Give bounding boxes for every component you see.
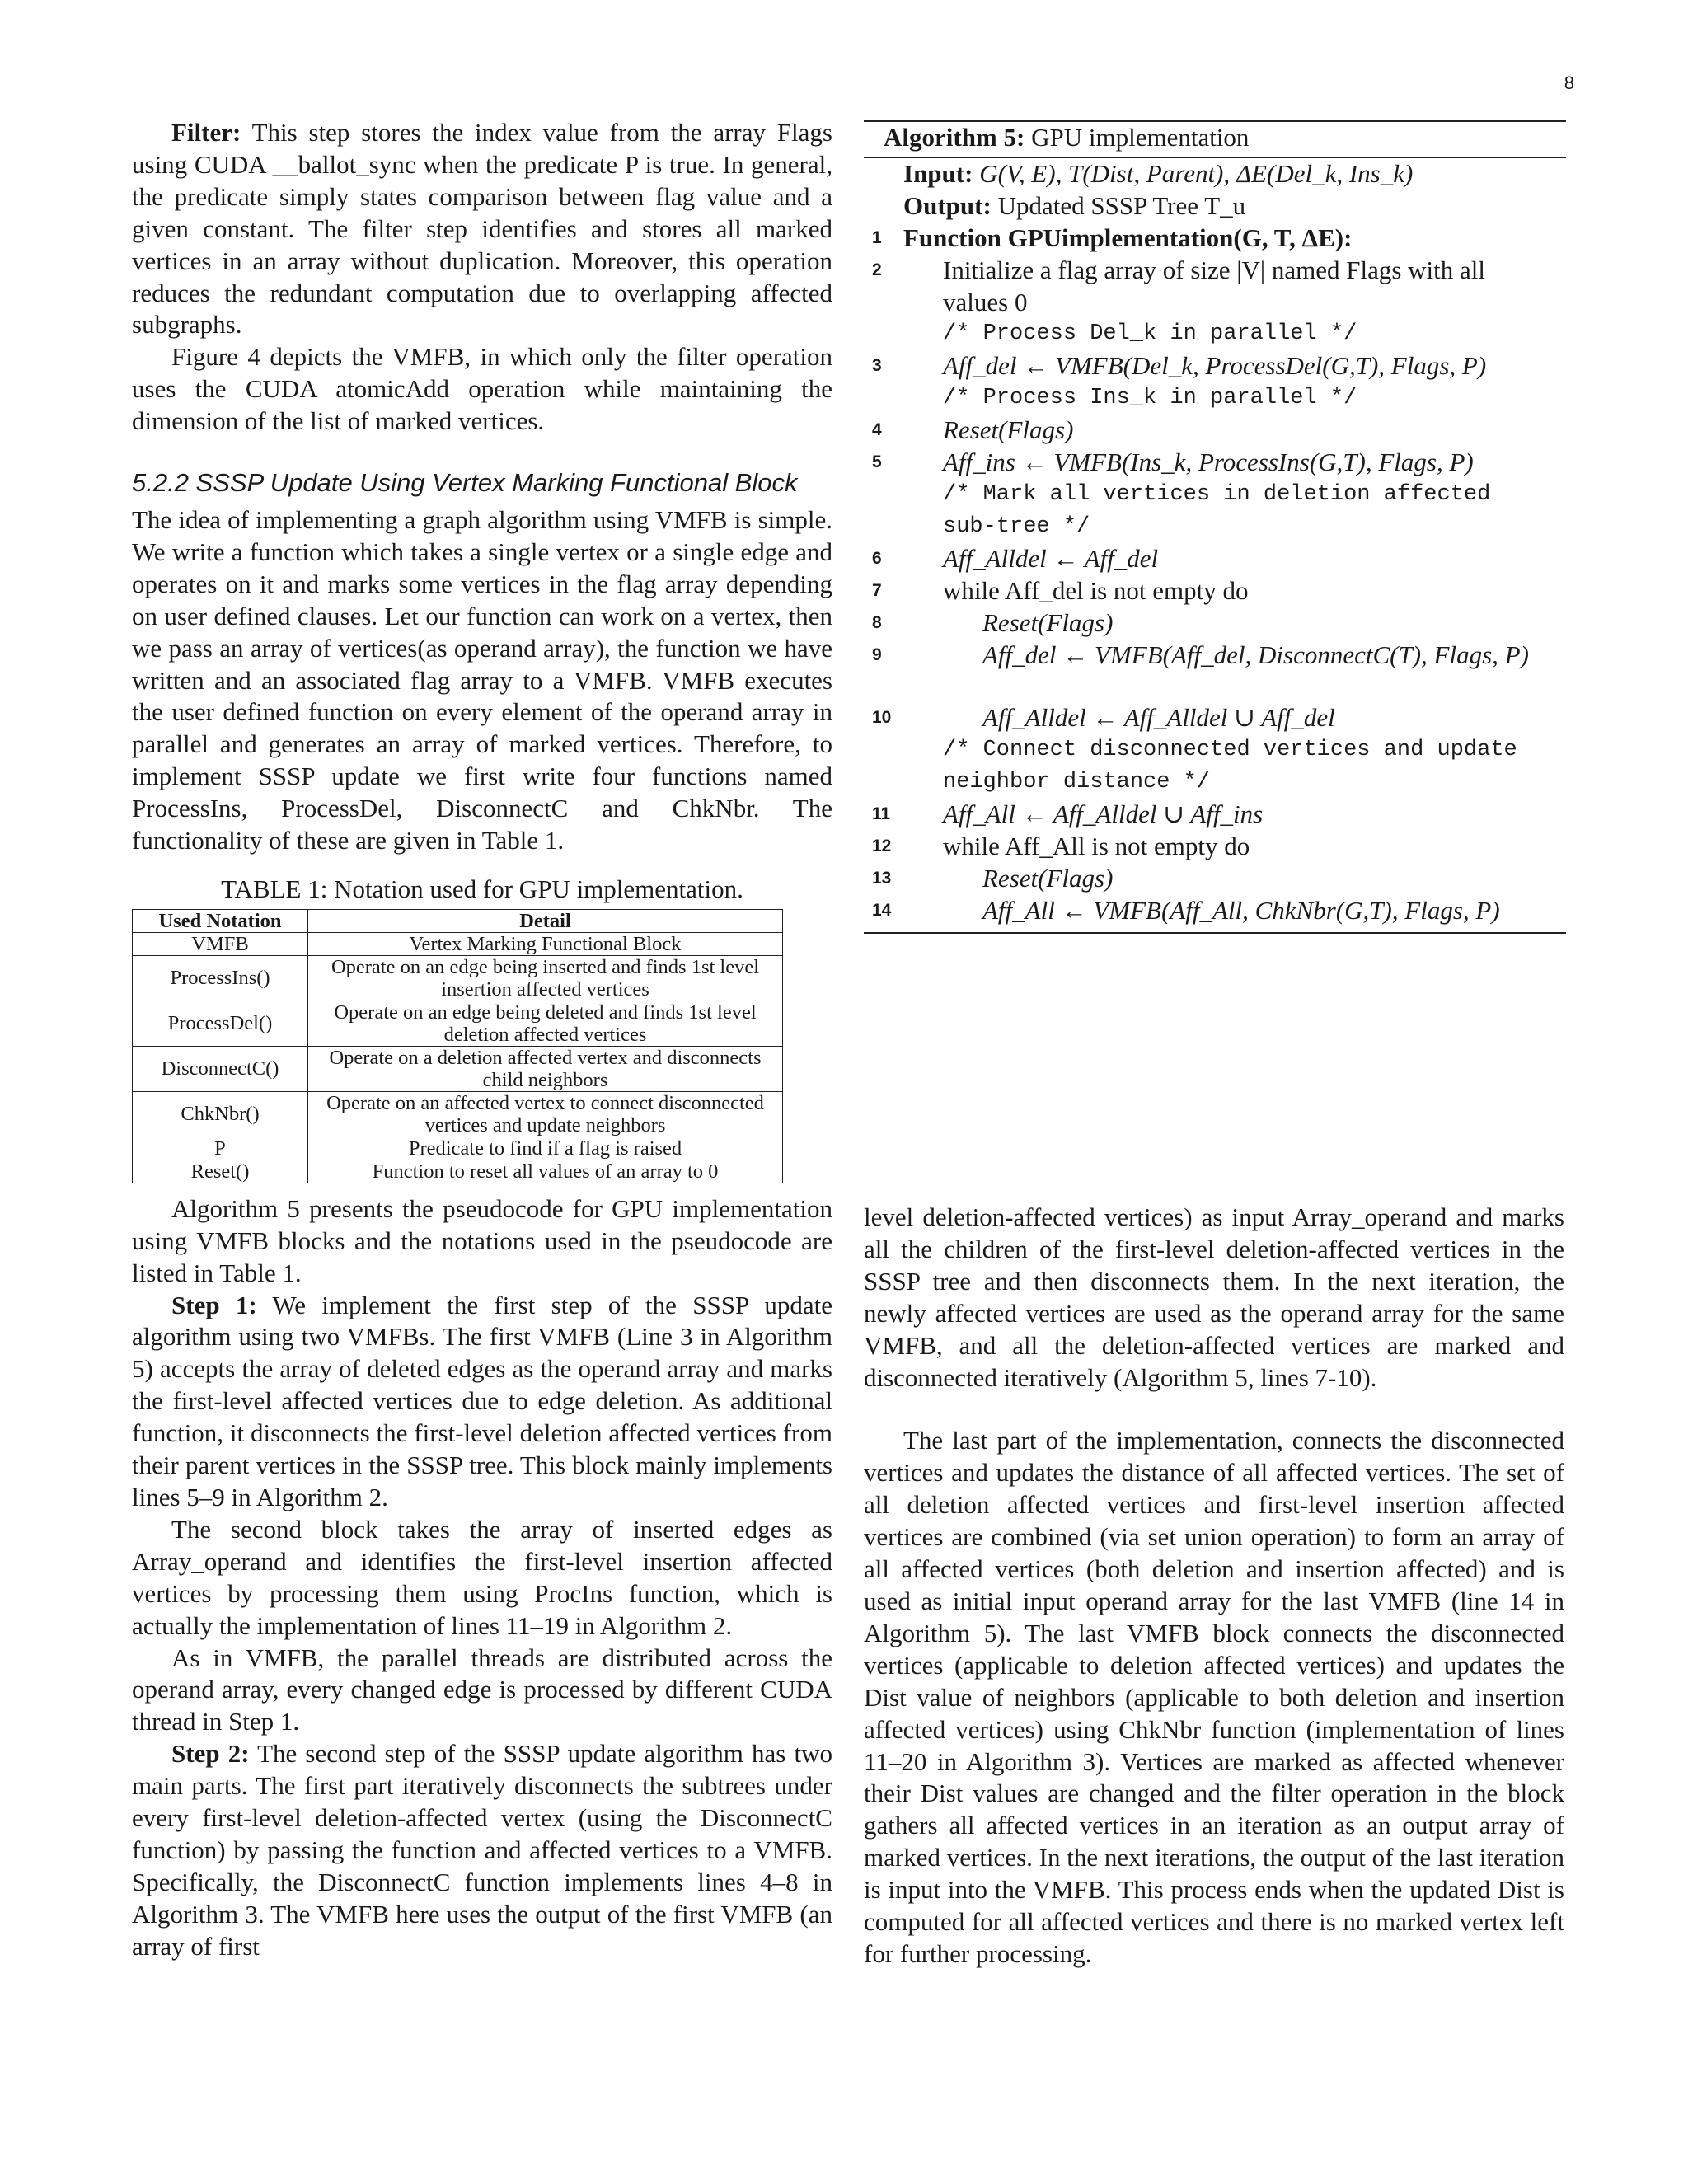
line-number: 10 (872, 708, 892, 728)
page-number: 8 (1564, 73, 1574, 93)
algorithm5-paragraph: Algorithm 5 presents the pseudocode for GPU implementation using VMFB blocks and the notations used in the pseudocode are listed in Table 1. (132, 1193, 832, 1287)
table-row (133, 1091, 783, 1137)
table-cell-detail: Operate on a deletion affected vertex and disconnects child neighbors (308, 1046, 783, 1091)
step2-label: Step 2: (171, 1739, 250, 1769)
algorithm-box (864, 120, 1566, 934)
table-cell-notation: ProcessDel() (133, 1001, 308, 1046)
table-cell-detail: Operate on an edge being deleted and finds 1st level deletion affected vertices (308, 1001, 783, 1046)
table-cell-detail: Predicate to find if a flag is raised (308, 1137, 783, 1160)
table-cell-notation: DisconnectC() (133, 1046, 308, 1091)
step2-paragraph (132, 1738, 832, 1962)
table-row (133, 932, 783, 955)
line-number: 1 (872, 227, 882, 247)
line-number: 4 (872, 420, 882, 440)
paragraph-gap (864, 1394, 1564, 1425)
algorithm-line (864, 607, 1566, 640)
step1-label: Step 1: (171, 1290, 257, 1319)
comment-text: /* Mark all vertices in deletion affected sub-tree */ (943, 481, 1491, 539)
line-text: Reset(Flags) (982, 607, 1114, 637)
section-paragraph: The idea of implementing a graph algorithm using VMFB is simple. We write a function which takes a single vertex or a single edge and operates on it and marks some vertices in the flag array depending on user defined clauses. Let our function can work on a vertex, then we pass an array of vertices(as operand array), the function we have written and an associated flag array to a VMFB. VMFB executes the user defined function on every element of the operand array in parallel and generates an array of marked vertices. Therefore, to implement SSSP update we first write four functions named ProcessIns, ProcessDel, DisconnectC and ChkNbr. The functionality of these are given in Table 1. (132, 504, 832, 855)
filter-text: This step stores the index value from the array Flags using CUDA __ballot_sync when the predicate P is true. In general, the predicate simply states comparison between flag value and a given constant. The filter step identifies and stores all marked vertices in an array without duplication. Moreover, this operation reduces the redundant computation due to overlapping affected subgraphs. (132, 118, 832, 340)
line-text: Aff_Alldel ← Aff_del (943, 543, 1159, 573)
step1-paragraph (132, 1290, 832, 1514)
algorithm-line (864, 863, 1566, 895)
line-text: while Aff_All is not empty do (943, 832, 1250, 861)
table-cell-detail: Vertex Marking Functional Block (308, 932, 783, 955)
table-cell-notation: ProcessIns() (133, 955, 308, 1001)
left-column (132, 117, 832, 1963)
line-text: Reset(Flags) (982, 863, 1114, 893)
table-cell-notation: ChkNbr() (133, 1091, 308, 1137)
line-text: while Aff_del is not empty do (943, 575, 1249, 605)
algorithm-line (864, 575, 1566, 607)
table-row (133, 1160, 783, 1183)
right-paragraph-2: The last part of the implementation, connects the disconnected vertices and updates the distance of all affected vertices. The set of all deletion affected vertices and first-level insertion affected vertices are combined (via set union operation) to form an array of all affected vertices (both deletion and insertion affected) and is used as initial input operand array for the last VMFB (line 14 in Algorithm 5). The last VMFB block connects the disconnected vertices (applicable to deletion affected vertices) and updates the Dist value of neighbors (applicable to both deletion and insertion affected vertices) using ChkNbr function (implementation of lines 11–20 in Algorithm 3). Vertices are marked as affected whenever their Dist values are changed and the filter operation in the block gathers all affected vertices in an iteration as an output array of marked vertices. In the next iterations, the output of the last iteration is input into the VMFB. This process ends when the updated Dist is computed for all affected vertices and there is no marked vertex left for further processing. (864, 1426, 1564, 1968)
line-text: Reset(Flags) (943, 415, 1074, 445)
table-cell-notation: VMFB (133, 932, 308, 955)
line-number: 9 (872, 644, 882, 664)
line-number: 13 (872, 868, 892, 888)
vmfb-threads-paragraph: As in VMFB, the parallel threads are distributed across the operand array, every changed edge is processed by different CUDA thread in Step 1. (132, 1643, 832, 1736)
algorithm-line (864, 223, 1566, 255)
algorithm-input-text: G(V, E), T(Dist, Parent), ΔE(Del_k, Ins_k) (979, 158, 1414, 188)
algorithm-line (864, 415, 1566, 447)
table-header-detail: Detail (308, 909, 783, 932)
algorithm-line (864, 255, 1566, 319)
figure4-paragraph: Figure 4 depicts the VMFB, in which only the filter operation uses the CUDA atomicAdd operation while maintaining the dimension of the list of marked vertices. (132, 342, 832, 436)
table-row (133, 1137, 783, 1160)
line-number: 7 (872, 580, 882, 600)
algorithm-line (864, 543, 1566, 575)
filter-paragraph (132, 117, 832, 341)
line-text: Aff_ins ← VMFB(Ins_k, ProcessIns(G,T), Flags, P) (943, 448, 1474, 477)
comment-text: /* Process Ins_k in parallel */ (943, 386, 1357, 411)
table-row (133, 955, 783, 1001)
section-title: 5.2.2 SSSP Update Using Vertex Marking Functional Block (132, 468, 798, 498)
second-block-paragraph: The second block takes the array of inserted edges as Array_operand and identifies the first-level insertion affected vertices by processing them using ProcIns function, which is actually the implementation of lines 11–19 in Algorithm 2. (132, 1514, 832, 1640)
line-text: Initialize a flag array of size |V| named Flags with all values 0 (943, 255, 1486, 316)
algorithm-input-label: Input: (903, 158, 973, 188)
algorithm-line (864, 895, 1566, 927)
table-cell-detail: Operate on an edge being inserted and finds 1st level insertion affected vertices (308, 955, 783, 1001)
algorithm-output-text: Updated SSSP Tree T_u (997, 190, 1246, 220)
line-text: Aff_del ← VMFB(Aff_del, DisconnectC(T), Flags, P) (982, 640, 1529, 669)
algorithm-title (864, 122, 1566, 154)
algorithm-line (864, 350, 1566, 382)
step2-text: The second step of the SSSP update algorithm has two main parts. The first part iteratively disconnects the subtrees under every first-level deletion-affected vertex (using the DisconnectC function) by passing the function and affected vertices to a VMFB. Specifically, the DisconnectC function implements lines 4–8 in Algorithm 3. The VMFB here uses the output of the first VMFB (an array of first (132, 1739, 832, 1961)
algorithm-bottom-rule (864, 932, 1566, 934)
algorithm-line (864, 702, 1566, 734)
table-cell-detail: Function to reset all values of an array to 0 (308, 1160, 783, 1183)
line-number: 6 (872, 548, 882, 568)
algorithm-input (864, 158, 1566, 190)
algorithm-comment (864, 479, 1566, 543)
table-header-notation: Used Notation (133, 909, 308, 932)
line-text: Aff_All ← VMFB(Aff_All, ChkNbr(G,T), Flags, P) (982, 895, 1500, 925)
algorithm-line (864, 447, 1566, 479)
table-cell-detail: Operate on an affected vertex to connect disconnected vertices and update neighbors (308, 1091, 783, 1137)
algorithm-comment (864, 382, 1566, 415)
line-number: 3 (872, 356, 882, 376)
comment-text: /* Connect disconnected vertices and update neighbor distance */ (943, 738, 1517, 795)
filter-label: Filter: (171, 118, 241, 147)
line-number: 14 (872, 900, 892, 920)
table-row (133, 1046, 783, 1091)
notation-table (132, 909, 783, 1183)
algorithm-line (864, 799, 1566, 831)
line-number: 12 (872, 837, 892, 856)
algorithm-output (864, 190, 1566, 223)
line-text: Aff_del ← VMFB(Del_k, ProcessDel(G,T), Flags, P) (943, 351, 1487, 381)
right-paragraph-1: level deletion-affected vertices) as input Array_operand and marks all the children of the first-level deletion-affected vertices in the SSSP tree and then disconnects them. In the next iteration, the newly affected vertices are used as the operand array for the same VMFB, and all the deletion-affected vertices are marked and disconnected iteratively (Algorithm 5, lines 7-10). (864, 1202, 1564, 1392)
table-cell-notation: P (133, 1137, 308, 1160)
table-cell-notation: Reset() (133, 1160, 308, 1183)
table-row (133, 1001, 783, 1046)
line-text: Function GPUimplementation(G, T, ΔE): (903, 223, 1353, 252)
algorithm-line (864, 831, 1566, 863)
table-caption: TABLE 1: Notation used for GPU implementation. (221, 874, 743, 903)
line-number: 8 (872, 612, 882, 632)
right-column (864, 1202, 1564, 1971)
algorithm-line (864, 640, 1566, 672)
algorithm-comment (864, 734, 1566, 799)
algorithm-output-label: Output: (903, 190, 992, 220)
algorithm-title-label: Algorithm 5: (884, 123, 1025, 152)
line-text: Aff_Alldel ← Aff_Alldel ∪ Aff_del (982, 703, 1335, 733)
step1-text: We implement the first step of the SSSP update algorithm using two VMFBs. The first VMFB (Line 3 in Algorithm 5) accepts the array of deleted edges as the operand array and marks the first-level affected vertices due to edge deletion. As additional function, it disconnects the first-level deletion affected vertices from their parent vertices in the SSSP tree. This block mainly implements lines 5–9 in Algorithm 2. (132, 1290, 832, 1511)
comment-text: /* Process Del_k in parallel */ (943, 321, 1357, 347)
table-header-row (133, 909, 783, 932)
line-number: 11 (872, 804, 891, 824)
line-text: Aff_All ← Aff_Alldel ∪ Aff_ins (943, 799, 1264, 829)
line-number: 2 (872, 260, 882, 279)
algorithm-title-text: GPU implementation (1031, 123, 1250, 152)
algorithm-comment (864, 318, 1566, 350)
line-number: 5 (872, 452, 882, 472)
